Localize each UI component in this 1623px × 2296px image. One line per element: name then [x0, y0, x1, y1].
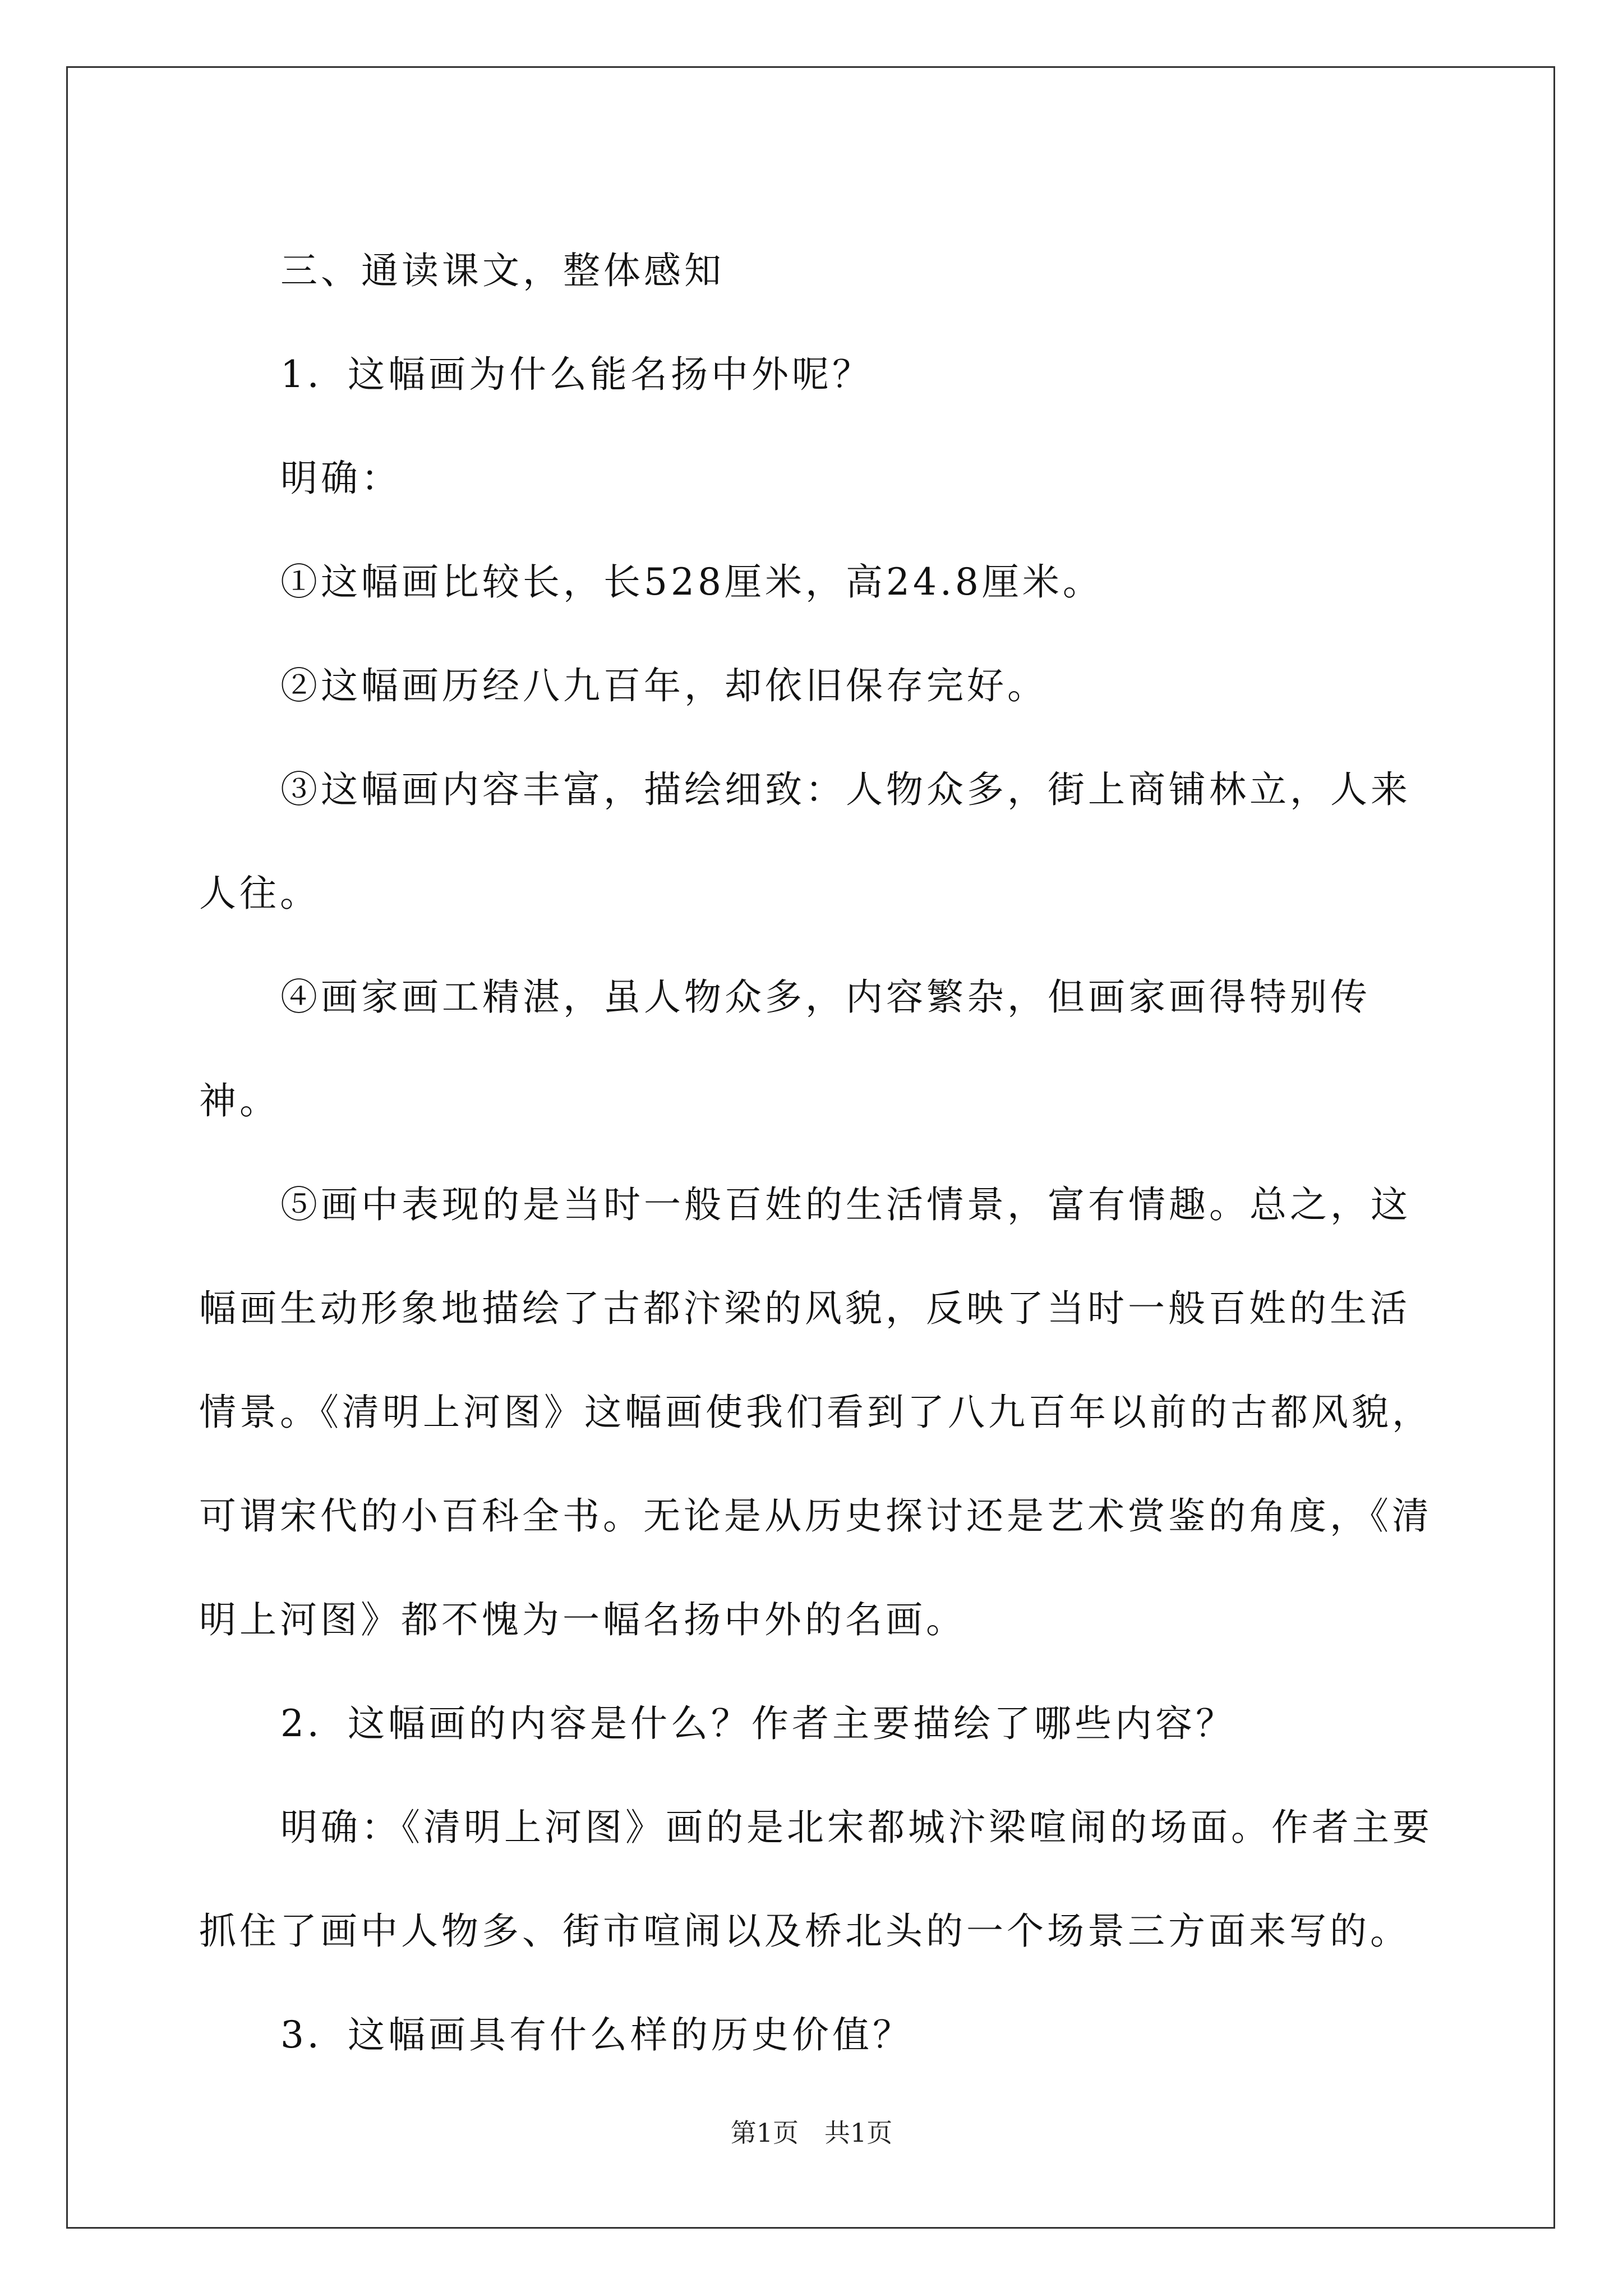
answer-point-5: ⑤画中表现的是当时一般百姓的生活情景，富有情趣。总之，这幅画生动形象地描绘了古都汴梁的风貌，反映了当时一般百姓的生活情景。《清明上河图》这幅画使我们看到了八九百年以前的古都风貌，可谓宋代的小百科全书。无论是从历史探讨还是艺术赏鉴的角度，《清明上河图》都不愧为一幅名扬中外的名画。 — [199, 1183, 1432, 1641]
question-2: 2．这幅画的内容是什么？作者主要描绘了哪些内容？ — [280, 1702, 1236, 1745]
document-body — [199, 219, 1444, 2087]
question-1: 1．这幅画为什么能名扬中外呢？ — [280, 353, 873, 396]
answer-point-4: ④画家画工精湛，虽人物众多，内容繁杂，但画家画得特别传神。 — [199, 976, 1371, 1122]
answer-point-2: ②这幅画历经八九百年，却依旧保存完好。 — [280, 664, 1048, 707]
question-3: 3．这幅画具有什么样的历史价值？ — [280, 2013, 913, 2056]
page-footer: 第1页 共1页 — [730, 2118, 893, 2148]
answer-point-3: ③这幅画内容丰富，描绘细致：人物众多，街上商铺林立，人来人往。 — [199, 768, 1411, 915]
answer-point-1: ①这幅画比较长，长528厘米，高24.8厘米。 — [280, 560, 1103, 604]
answer-2: 明确：《清明上河图》画的是北宋都城汴梁喧闹的场面。作者主要抓住了画中人物多、街市喧闹以及桥北头的一个场景三方面来写的。 — [199, 1806, 1433, 1953]
answer-label: 明确： — [280, 457, 402, 500]
section-heading: 三、通读课文，整体感知 — [280, 249, 725, 292]
